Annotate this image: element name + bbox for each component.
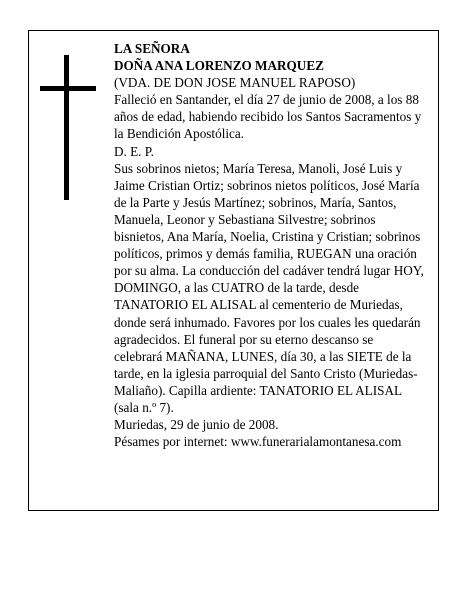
widow-of-line: (VDA. DE DON JOSE MANUEL RAPOSO) (114, 75, 356, 91)
place-date-line: Muriedas, 29 de junio de 2008. (114, 417, 279, 433)
notice-title: LA SEÑORA (114, 41, 190, 56)
family-paragraph: Sus sobrinos nietos; María Teresa, Manoli, José Luis y Jaime Cristian Ortiz; sobrinos nietos políticos, José María de la Parte y Jesús Martínez; sobrinos, María, Santos, Manuela, Leonor y Sebastiana Silvestre; sobrinos bisnietos, Ana María, Noelia, Cristina y Cristian; sobrinos políticos, primos y demás familia, RUEGAN una oración por su alma. La conducción del cadáver tendrá lugar HOY, DOMINGO, a las CUATRO de la tarde, desde TANATORIO EL ALISAL al cementerio de Muriedas, donde será inhumado. Favores por los cuales les quedarán agradecidos. El funeral por su eterno descanso se celebrará MAÑANA, LUNES, día 30, a las SIETE de la tarde, en la iglesia parroquial del Santo Cristo (Muriedas-Maliaño). Capilla ardiente: TANATORIO EL ALISAL (sala n.º 7). (114, 160, 424, 415)
cross-horizontal-bar (40, 86, 96, 91)
cross-vertical-bar (64, 55, 69, 200)
cross-icon (40, 55, 96, 200)
condolences-line: Pésames por internet: www.funerarialamontanesa.com (114, 434, 402, 450)
death-paragraph: Falleció en Santander, el día 27 de junio de 2008, a los 88 años de edad, habiendo recibido los Santos Sacramentos y la Bendición Apostólica. (114, 92, 422, 142)
obituary-text (114, 40, 424, 450)
deceased-name: DOÑA ANA LORENZO MARQUEZ (114, 58, 324, 74)
dep-line: D. E. P. (114, 143, 154, 159)
